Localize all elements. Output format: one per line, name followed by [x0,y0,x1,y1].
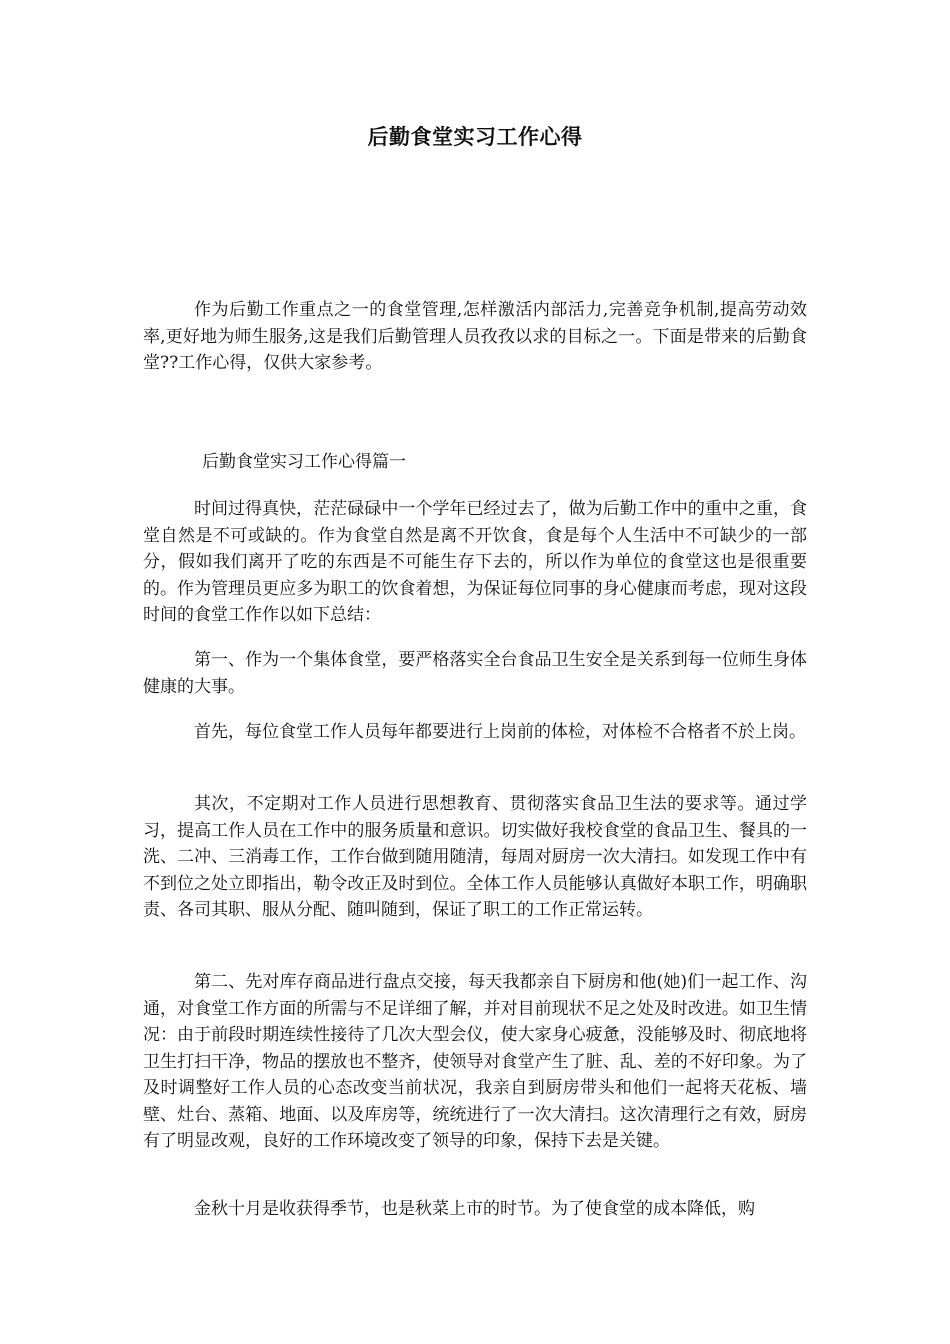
body-paragraph: 其次，不定期对工作人员进行思想教育、贯彻落实食品卫生法的要求等。通过学习，提高工作人员在工作中的服务质量和意识。切实做好我校食堂的食品卫生、餐具的一洗、二冲、三消毒工作，工作台做到随用随清，每周对厨房一次大清扫。如发现工作中有不到位之处立即指出，勒令改正及时到位。全体工作人员能够认真做好本职工作，明确职责、各司其职、服从分配、随叫随到，保证了职工的工作正常运转。 [143,794,807,920]
body-paragraph: 时间过得真快，茫茫碌碌中一个学年已经过去了，做为后勤工作中的重中之重，食堂自然是不可或缺的。作为食堂自然是离不开饮食，食是每个人生活中不可缺少的一部分，假如我们离开了吃的东西是不可能生存下去的，所以作为单位的食堂这也是很重要的。作为管理员更应多为职工的饮食着想，为保证每位同事的身心健康而考虑，现对这段时间的食堂工作作以如下总结： [143,499,807,625]
body-paragraph: 第二、先对库存商品进行盘点交接，每天我都亲自下厨房和他(她)们一起工作、沟通，对食堂工作方面的所需与不足详细了解，并对目前现状不足之处及时改进。如卫生情况：由于前段时期连续性接待了几次大型会仪，使大家身心疲惫，没能够及时、彻底地将卫生打扫干净，物品的摆放也不整齐，使领导对食堂产生了脏、乱、差的不好印象。为了及时调整好工作人员的心态改变当前状况，我亲自到厨房带头和他们一起将天花板、墙壁、灶台、蒸箱、地面、以及库房等，统统进行了一次大清扫。这次清理行之有效，厨房有了明显改观，良好的工作环境改变了领导的印象，保持下去是关键。 [143,972,807,1151]
section-heading: 后勤食堂实习工作心得篇一 [202,452,406,472]
body-paragraph: 第一、作为一个集体食堂，要严格落实全台食品卫生安全是关系到每一位师生身体健康的大事。 [143,650,807,697]
intro-paragraph: 作为后勤工作重点之一的食堂管理,怎样激活内部活力,完善竞争机制,提高劳动效率,更好地为师生服务,这是我们后勤管理人员孜孜以求的目标之一。下面是带来的后勤食堂??工作心得，仅供大家参考。 [143,300,807,373]
document-title: 后勤食堂实习工作心得 [367,124,583,149]
body-paragraph: 金秋十月是收获得季节，也是秋菜上市的时节。为了使食堂的成本降低，购 [194,1199,755,1219]
body-paragraph: 首先，每位食堂工作人员每年都要进行上岗前的体检，对体检不合格者不於上岗。 [194,722,806,742]
